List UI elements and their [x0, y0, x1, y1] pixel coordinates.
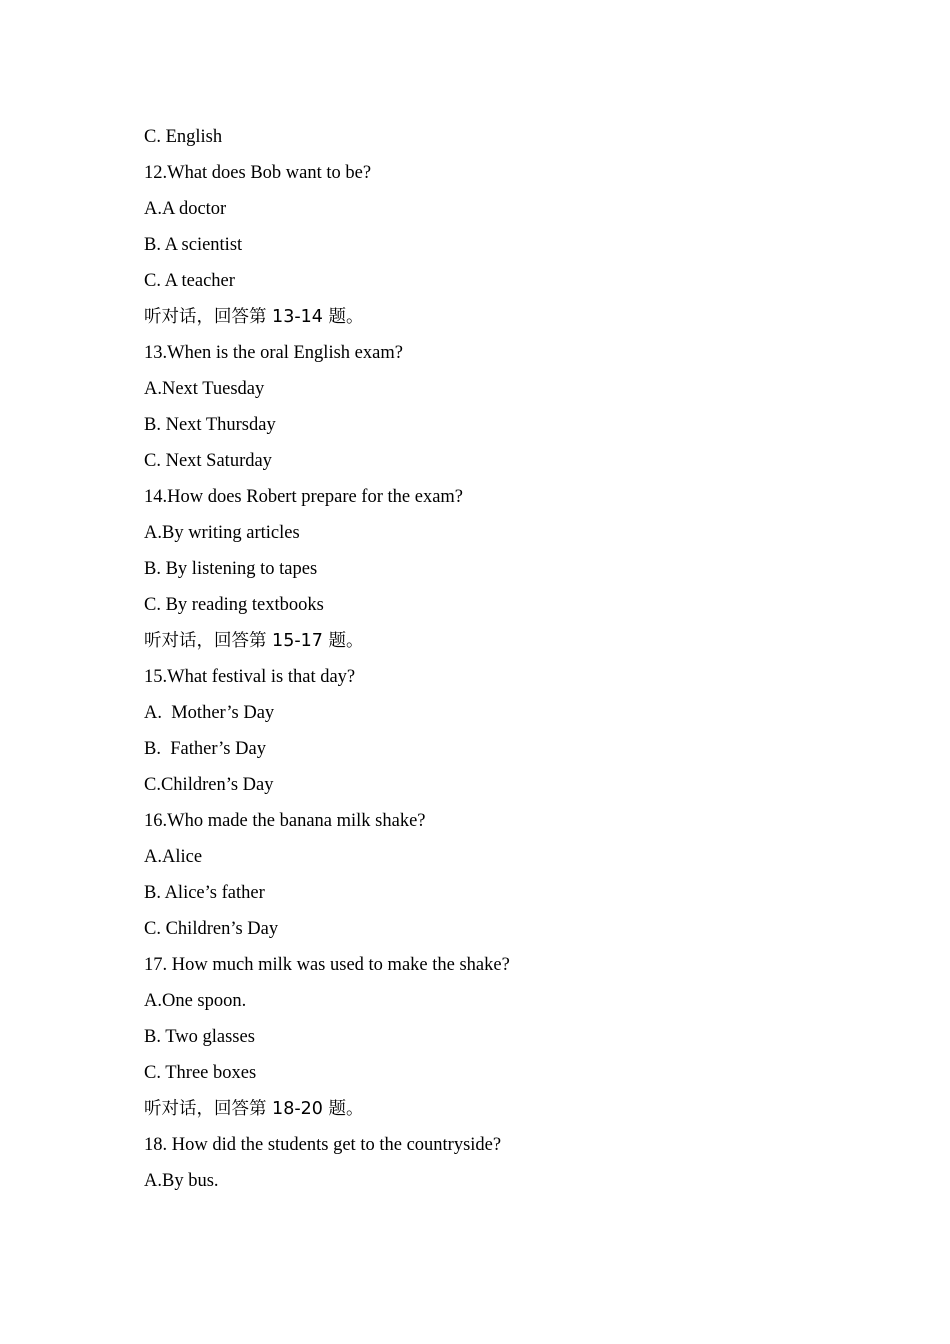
question-text: 15.What festival is that day?	[144, 667, 356, 687]
answer-option: C. English	[144, 127, 223, 147]
answer-option: A. Mother’s Day	[144, 703, 275, 723]
answer-option: C. Three boxes	[144, 1063, 257, 1083]
answer-option: A.A doctor	[144, 199, 227, 219]
answer-option: C.Children’s Day	[144, 775, 274, 795]
answer-option: B. Two glasses	[144, 1027, 255, 1047]
question-text: 12.What does Bob want to be?	[144, 163, 372, 183]
answer-option: C. By reading textbooks	[144, 595, 324, 615]
answer-option: A.One spoon.	[144, 991, 247, 1011]
section-instruction: 听对话，回答第 18-20 题。	[144, 1099, 364, 1119]
answer-option: B. Next Thursday	[144, 415, 276, 435]
answer-option: A.Next Tuesday	[144, 379, 265, 399]
question-text: 14.How does Robert prepare for the exam?	[144, 487, 464, 507]
question-text: 17. How much milk was used to make the shake?	[144, 955, 510, 975]
answer-option: A.By bus.	[144, 1171, 219, 1191]
answer-option: B. By listening to tapes	[144, 559, 318, 579]
answer-option: A.By writing articles	[144, 523, 300, 543]
question-text: 16.Who made the banana milk shake?	[144, 811, 426, 831]
question-text: 18. How did the students get to the countryside?	[144, 1135, 502, 1155]
answer-option: C. Next Saturday	[144, 451, 272, 471]
answer-option: B. Alice’s father	[144, 883, 265, 903]
exam-text-body	[144, 119, 844, 1199]
section-instruction: 听对话，回答第 13-14 题。	[144, 307, 364, 327]
answer-option: B. A scientist	[144, 235, 243, 255]
section-instruction: 听对话，回答第 15-17 题。	[144, 631, 364, 651]
answer-option: C. A teacher	[144, 271, 235, 291]
answer-option: C. Children’s Day	[144, 919, 279, 939]
question-text: 13.When is the oral English exam?	[144, 343, 403, 363]
answer-option: B. Father’s Day	[144, 739, 266, 759]
answer-option: A.Alice	[144, 847, 203, 867]
